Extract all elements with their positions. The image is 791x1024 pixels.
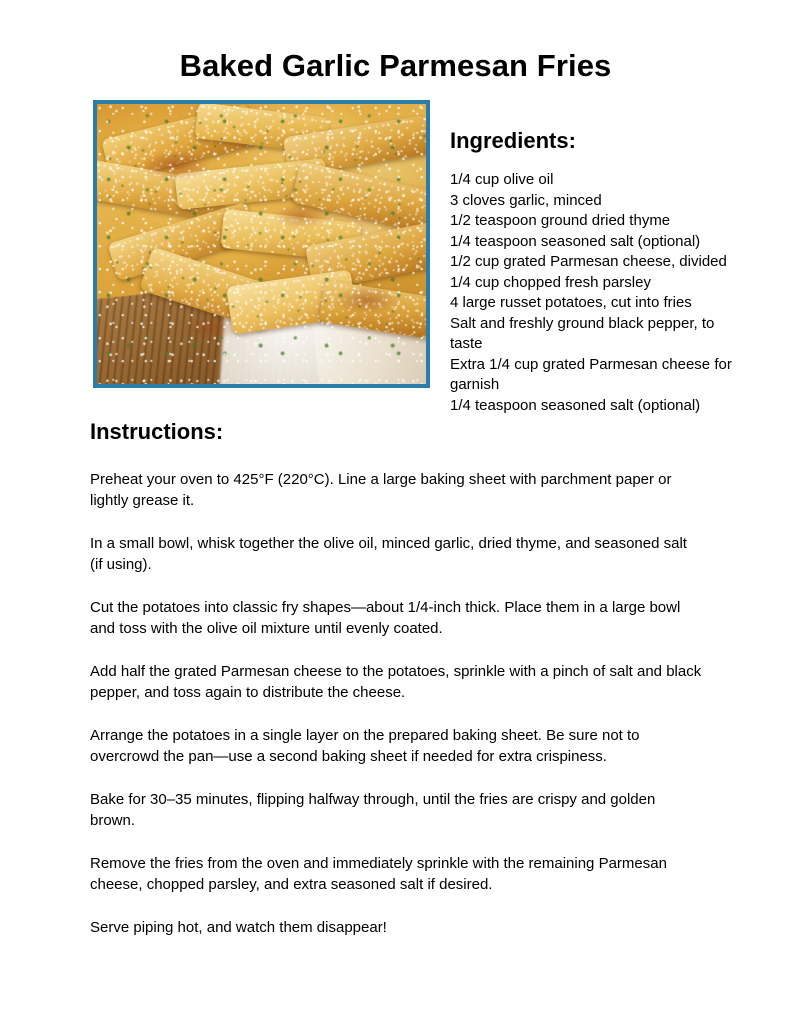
ingredient-item: Extra 1/4 cup grated Parmesan cheese for garnish bbox=[450, 355, 732, 394]
page-title: Baked Garlic Parmesan Fries bbox=[179, 48, 612, 83]
instruction-step: Preheat your oven to 425°F (220°C). Line a large baking sheet with parchment paper or lightly grease it. bbox=[90, 471, 672, 510]
instruction-step: Remove the fries from the oven and immediately sprinkle with the remaining Parmesan cheese, chopped parsley, and extra seasoned salt if desired. bbox=[90, 855, 667, 894]
instructions-heading: Instructions: bbox=[90, 419, 224, 444]
ingredient-item: 3 cloves garlic, minced bbox=[450, 191, 602, 209]
instruction-step: Add half the grated Parmesan cheese to the potatoes, sprinkle with a pinch of salt and black pepper, and toss again to distribute the cheese. bbox=[90, 663, 702, 702]
ingredient-item: 4 large russet potatoes, cut into fries bbox=[450, 294, 692, 312]
instructions-section bbox=[90, 419, 702, 938]
instruction-step: Cut the potatoes into classic fry shapes—about 1/4-inch thick. Place them in a large bowl and toss with the olive oil mixture until evenly coated. bbox=[90, 599, 681, 638]
recipe-photo bbox=[93, 100, 430, 388]
ingredient-item: 1/4 cup chopped fresh parsley bbox=[450, 273, 651, 291]
ingredients-list bbox=[450, 170, 750, 416]
instruction-step: Bake for 30–35 minutes, flipping halfway through, until the fries are crispy and golden brown. bbox=[90, 791, 656, 830]
instructions-list bbox=[90, 469, 702, 938]
ingredients-section bbox=[450, 128, 750, 416]
ingredient-item: 1/4 teaspoon seasoned salt (optional) bbox=[450, 396, 701, 414]
ingredient-item: 1/4 teaspoon seasoned salt (optional) bbox=[450, 232, 701, 250]
instruction-step: Arrange the potatoes in a single layer on the prepared baking sheet. Be sure not to overcrowd the pan—use a second baking sheet if needed for extra crispiness. bbox=[90, 727, 640, 766]
ingredient-item: 1/2 cup grated Parmesan cheese, divided bbox=[450, 253, 727, 271]
recipe-photo-image bbox=[97, 104, 426, 384]
instruction-step: Serve piping hot, and watch them disappear! bbox=[90, 919, 387, 937]
ingredient-item: 1/2 teaspoon ground dried thyme bbox=[450, 212, 671, 230]
ingredient-item: 1/4 cup olive oil bbox=[450, 171, 554, 189]
ingredients-heading: Ingredients: bbox=[450, 128, 576, 153]
instruction-step: In a small bowl, whisk together the olive oil, minced garlic, dried thyme, and seasoned salt (if using). bbox=[90, 535, 687, 574]
ingredient-item: Salt and freshly ground black pepper, to taste bbox=[450, 314, 715, 353]
